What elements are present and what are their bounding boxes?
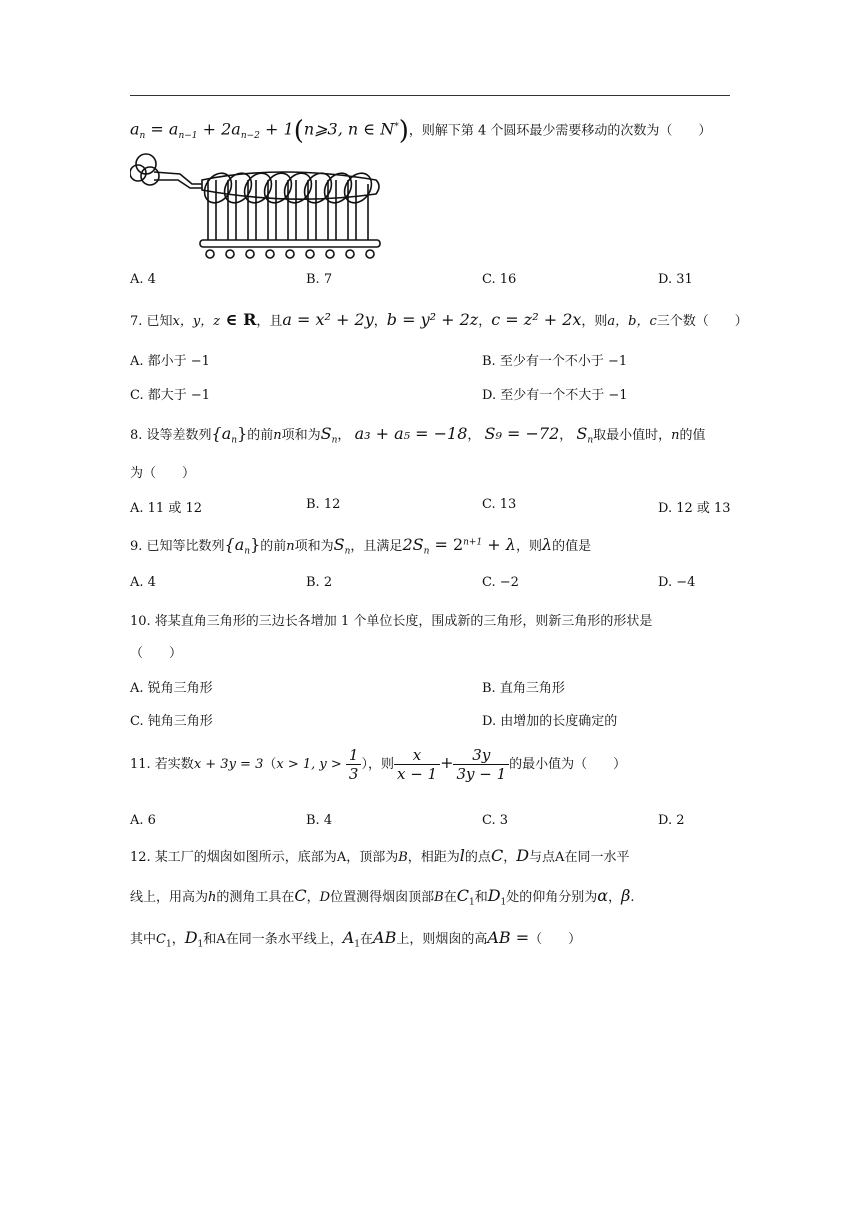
q12-c1-sub: 1	[468, 897, 475, 908]
q8-sn: S	[320, 424, 332, 443]
q12-l2-a: 线上，用高为	[130, 890, 209, 905]
q6-option-b[interactable]: B. 7	[306, 272, 333, 287]
q12-l: l	[459, 846, 465, 865]
q6-formula-a: a	[130, 119, 140, 139]
q10-stem-line2: （ ）	[130, 646, 183, 661]
q12-l1-e: ，	[503, 850, 517, 865]
q12-l2-b: 的测角工具在	[216, 890, 295, 905]
q7-option-a[interactable]: A. 都小于 −1	[130, 354, 210, 369]
q8-stem: 8. 设等差数列$\{a_n\}$的前n项和为$S_n$， a₃ + a₅ = −18， S₉ = −72， $S_n$取最小值时，n的值	[130, 424, 706, 446]
q8-option-b[interactable]: B. 12	[306, 497, 341, 512]
q12-l3-c: 和	[203, 932, 217, 947]
q9-text-a: 9. 已知等比数列	[130, 539, 225, 554]
q11-cond-fraction	[346, 746, 362, 783]
q12-l1-f: 与点	[529, 850, 556, 865]
q8-sn-sub-2: n	[587, 435, 594, 446]
q9-lambda: λ	[541, 535, 553, 554]
q6-formula-mid3: + 1	[259, 119, 294, 139]
q12-period: .	[630, 890, 635, 905]
q7-option-d[interactable]: D. 至少有一个不大于 −1	[482, 388, 628, 403]
q12-l2-e: 在	[443, 890, 457, 905]
q7-text-c: ，则	[581, 314, 608, 329]
q6-option-c[interactable]: C. 16	[482, 272, 517, 287]
q12-l3-e: 在	[360, 932, 374, 947]
header-rule	[130, 95, 730, 96]
q11-stem	[130, 746, 626, 783]
q6-star: *	[394, 122, 399, 133]
q8-eq2: S₉ = −72	[484, 424, 560, 443]
q8-text-a: 8. 设等差数列	[130, 428, 212, 443]
q12-l3-d: 在同一条水平线上，	[225, 932, 343, 947]
q10-option-a[interactable]: A. 锐角三角形	[130, 681, 213, 696]
q11-option-a[interactable]: A. 6	[130, 813, 156, 828]
q8-sn-sub: n	[331, 435, 338, 446]
q9-stem	[130, 535, 591, 557]
q12-point-c-2: C	[294, 886, 307, 905]
q9-text-b: 的前	[260, 539, 287, 554]
q11-text-a: 11. 若实数	[130, 757, 194, 772]
q9-n: n	[286, 539, 295, 554]
q12-point-b: B	[398, 850, 408, 865]
q12-l1-c: ，相距为	[407, 850, 460, 865]
q8-text-d: 取最小值时，	[593, 428, 672, 443]
q8-eq1: a₃ + a₅ = −18	[354, 424, 468, 443]
q6-option-d[interactable]: D. 31	[658, 272, 693, 287]
q12-l1-d: 的点	[464, 850, 491, 865]
q12-point-a-2: A	[555, 850, 565, 865]
q12-alpha: α	[597, 886, 609, 905]
q12-ab-eq: AB =	[487, 928, 530, 947]
q12-point-d: D	[516, 846, 530, 865]
q12-point-d1: D	[487, 886, 501, 905]
q7-eq-a: a = x² + 2y	[282, 310, 374, 329]
q9-option-c[interactable]: C. −2	[482, 575, 519, 590]
q8-option-c[interactable]: C. 13	[482, 497, 517, 512]
q12-point-a-3: A	[216, 932, 226, 947]
q12-d1-sub: 1	[500, 897, 507, 908]
q7-eq-c: c = z² + 2x	[491, 310, 582, 329]
q12-point-d-2: D	[319, 890, 331, 905]
q12-point-b-2: B	[434, 890, 444, 905]
q11-fraction-2	[453, 746, 509, 783]
q8-text-c: 项和为	[281, 428, 321, 443]
q9-seq: {a	[224, 535, 245, 554]
q7-eq-b: b = y² + 2z	[386, 310, 479, 329]
q12-l2-f: 和	[474, 890, 488, 905]
q9-text-d: ，且满足	[350, 539, 403, 554]
q8-seq: {a	[211, 424, 232, 443]
q9-eq-mid: = 2	[429, 535, 464, 554]
q11-eq: x + 3y = 3	[193, 757, 264, 772]
q6-formula-mid2: + 2a	[197, 119, 241, 139]
q12-comma: ，	[608, 890, 622, 905]
q12-l1-b: ，顶部为	[346, 850, 399, 865]
q12-point-a1: A	[342, 928, 355, 947]
q12-point-a: A	[336, 850, 347, 865]
q7-vars: x，y，z	[172, 314, 221, 329]
q12-point-c1: C	[456, 886, 469, 905]
q7-set-r: ∈ R	[220, 310, 257, 329]
q11-cond: x > 1, y >	[276, 757, 346, 772]
q8-text-b: 的前	[247, 428, 274, 443]
q10-stem: 10. 将某直角三角形的三边长各增加 1 个单位长度，围成新的三角形，则新三角形的形状是	[130, 614, 653, 629]
q10-option-c[interactable]: C. 钝角三角形	[130, 714, 213, 729]
q9-text-f: 的值是	[552, 539, 592, 554]
q8-stem-line2: 为（ ）	[130, 466, 196, 481]
q11-frac2-den: 3y − 1	[456, 765, 507, 783]
q8-seq-sub: n	[231, 435, 238, 446]
q6-sub-n1: n−1	[178, 131, 198, 142]
q9-option-d[interactable]: D. −4	[658, 575, 696, 590]
q12-c1-sub-2: 1	[165, 939, 172, 950]
q12-l3-g: （ ）	[529, 932, 582, 947]
q9-eq: 2S	[402, 535, 424, 554]
q7-text-d: 三个数（ ）	[656, 314, 748, 329]
q11-option-c[interactable]: C. 3	[482, 813, 509, 828]
q12-d1-sub-2: 1	[197, 939, 204, 950]
q9-eq-sub: n	[423, 546, 430, 557]
q7-option-b[interactable]: B. 至少有一个不小于 −1	[482, 354, 628, 369]
q9-seq-sub: n	[244, 546, 251, 557]
q9-sn-sub: n	[344, 546, 351, 557]
q8-text-e: 的值	[679, 428, 706, 443]
q9-sn: S	[333, 535, 345, 554]
q9-option-b[interactable]: B. 2	[306, 575, 333, 590]
q12-l3-b: ，	[171, 932, 185, 947]
q12-a1-sub: 1	[354, 939, 360, 950]
q8-option-a[interactable]: A. 11 或 12	[130, 501, 203, 516]
q10-option-d[interactable]: D. 由增加的长度确定的	[482, 714, 618, 729]
q12-l3-f: 上，则烟囱的高	[396, 932, 488, 947]
nine-rings-figure	[130, 150, 390, 260]
q12-l2-d: 位置测得烟囱顶部	[330, 890, 435, 905]
q6-formula-cond: n⩾3, n ∈ N	[303, 119, 395, 139]
q11-text-b: 的最小值为（ ）	[509, 757, 627, 772]
q6-formula-mid: = a	[145, 119, 179, 139]
q11-fraction-1	[394, 746, 440, 783]
q6-sub-n2: n−2	[240, 131, 260, 142]
q11-cond-close: ），则	[361, 757, 394, 772]
q7-text-a: 7. 已知	[130, 314, 173, 329]
q11-frac1-num: x	[394, 746, 440, 765]
q9-text-e: ，则	[515, 539, 542, 554]
q12-h: h	[208, 890, 217, 905]
q8-option-d[interactable]: D. 12 或 13	[658, 501, 731, 516]
q6-stem: $a_n = a_{n-1} + 2a_{n-2}$ + 1(n⩾3, n ∈ N*)，则解下第 4 个圆环最少需要移动的次数为（ ）	[130, 116, 712, 146]
q6-sub-n: n	[139, 131, 146, 142]
q8-seq-end: }	[237, 424, 248, 443]
q10-option-b[interactable]: B. 直角三角形	[482, 681, 565, 696]
q7-option-c[interactable]: C. 都大于 −1	[130, 388, 211, 403]
q11-frac1-den: x − 1	[396, 765, 438, 783]
q12-l3-a: 其中	[130, 932, 157, 947]
q6-question-text: ，则解下第 4 个圆环最少需要移动的次数为（ ）	[408, 123, 712, 139]
q12-l2-c: ，	[306, 890, 320, 905]
q9-seq-end: }	[250, 535, 261, 554]
q9-eq-end: + λ	[482, 535, 516, 554]
q9-eq-sup: n+1	[463, 537, 483, 548]
q11-cond-num: 1	[346, 746, 362, 765]
q7-stem: 7. 已知x，y，z ∈ R，且a = x² + 2y，b = y² + 2z，c = z² + 2x，则a，b，c三个数（ ）	[130, 310, 748, 329]
q9-text-c: 项和为	[294, 539, 334, 554]
q6-option-a[interactable]: A. 4	[130, 272, 156, 287]
q11-option-b[interactable]: B. 4	[306, 813, 333, 828]
q12-ab: AB	[373, 928, 397, 947]
q7-text-b: ，且	[256, 314, 283, 329]
q8-n-2: n	[671, 428, 680, 443]
q11-plus: +	[440, 753, 454, 772]
q11-option-d[interactable]: D. 2	[658, 813, 685, 828]
q11-cond-open: （	[263, 757, 277, 772]
q12-l1-g: 在同一水平	[564, 850, 630, 865]
q12-beta: β	[621, 886, 631, 905]
q11-frac2-num: 3y	[453, 746, 509, 765]
q12-point-c1-2: C	[156, 932, 166, 947]
q12-stem-line3	[130, 928, 581, 950]
q12-l2-g: 处的仰角分别为	[506, 890, 598, 905]
q11-cond-den: 3	[348, 765, 359, 783]
q7-abc: a，b，c	[607, 314, 657, 329]
q12-l1-a: 12. 某工厂的烟囱如图所示，底部为	[130, 850, 337, 865]
q12-point-d1-2: D	[184, 928, 198, 947]
q9-option-a[interactable]: A. 4	[130, 575, 156, 590]
q12-point-c: C	[490, 846, 504, 865]
q8-sn-2: S	[576, 424, 588, 443]
q8-n: n	[273, 428, 282, 443]
q12-stem-line1	[130, 846, 629, 865]
q12-stem-line2	[130, 886, 635, 908]
